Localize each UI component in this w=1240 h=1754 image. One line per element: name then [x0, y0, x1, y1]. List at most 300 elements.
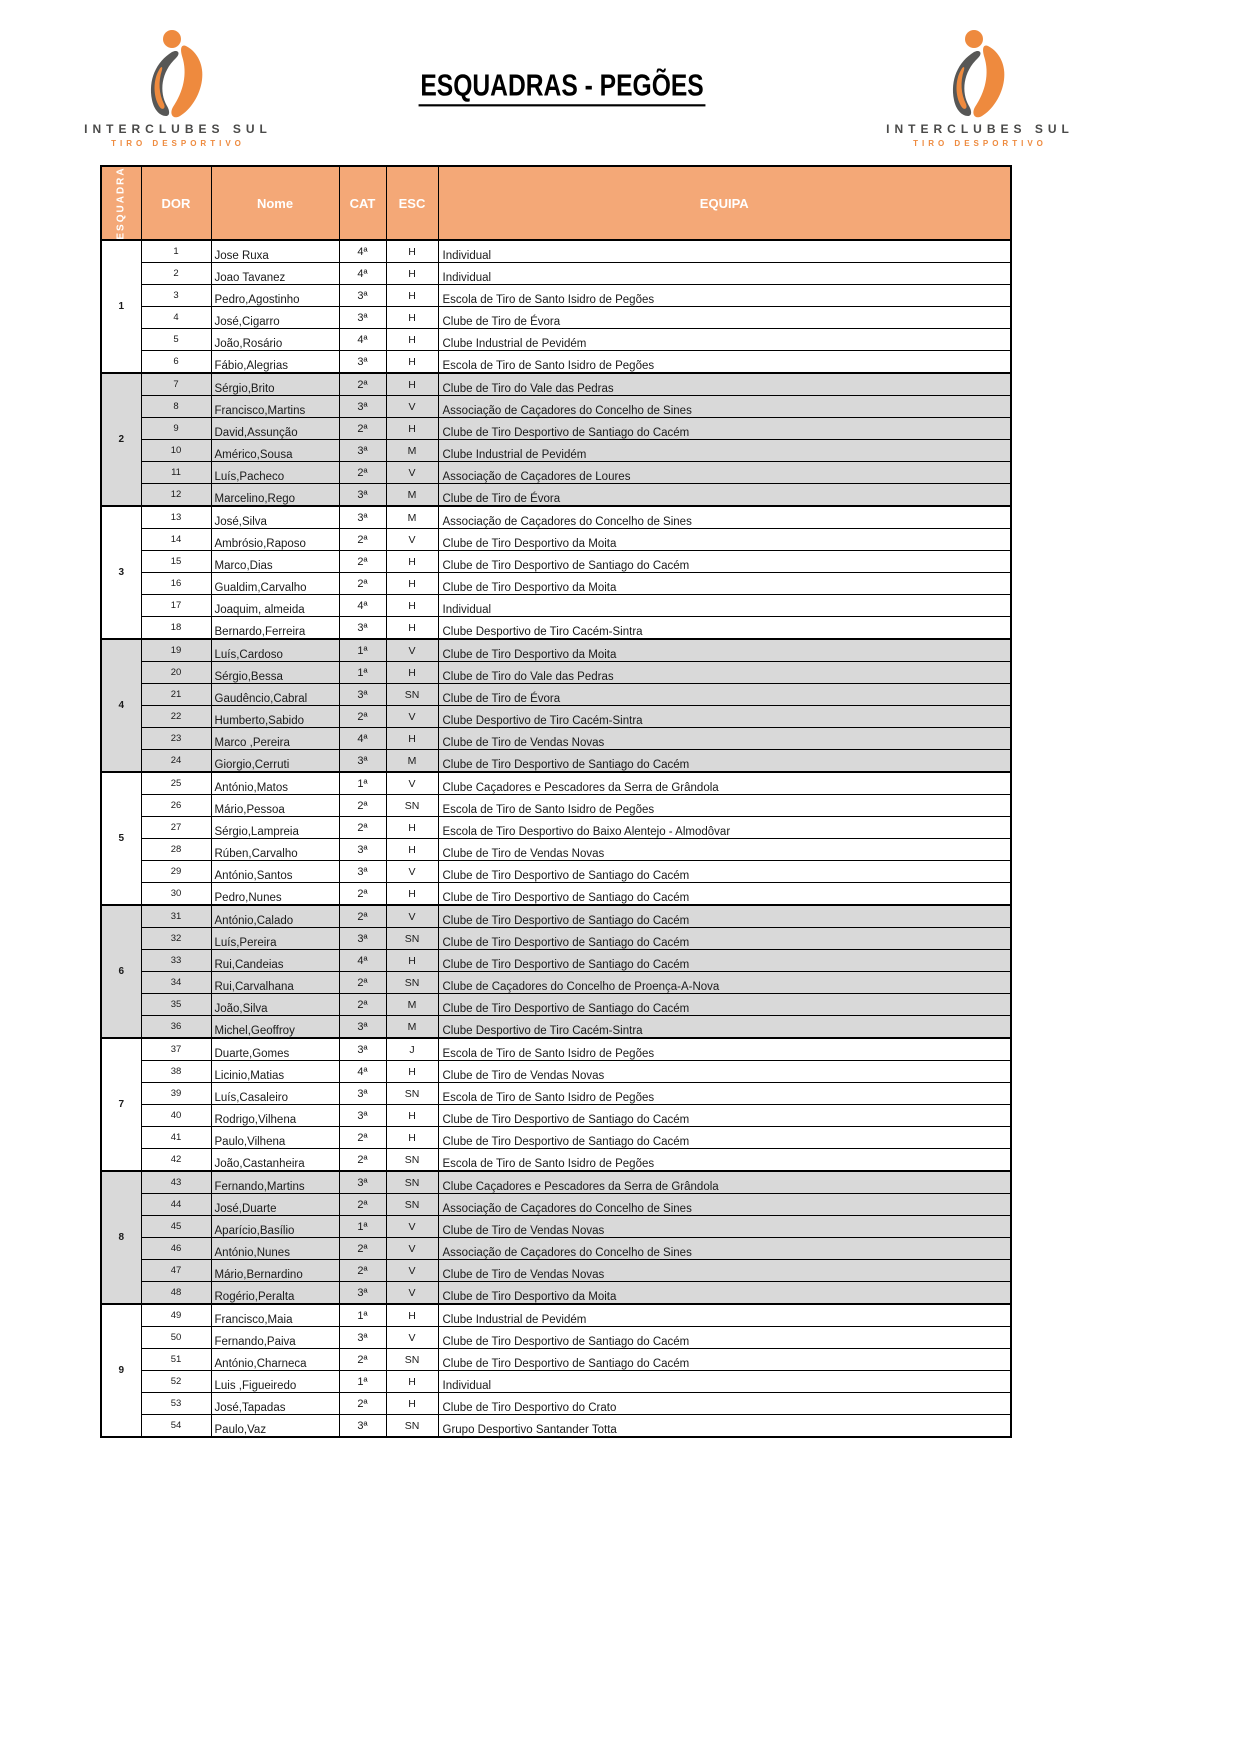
dor-cell: 37	[141, 1038, 211, 1061]
esc-cell: V	[386, 861, 438, 883]
dor-cell: 41	[141, 1127, 211, 1149]
nome-cell: Pedro,Nunes	[211, 883, 339, 906]
squad-number-cell: 5	[101, 772, 141, 905]
cat-cell: 2ª	[339, 1393, 386, 1415]
dor-cell: 21	[141, 684, 211, 706]
cat-cell: 4ª	[339, 595, 386, 617]
cat-cell: 4ª	[339, 950, 386, 972]
dor-cell: 47	[141, 1260, 211, 1282]
dor-cell: 4	[141, 307, 211, 329]
nome-cell: Bernardo,Ferreira	[211, 617, 339, 640]
esc-cell: SN	[386, 684, 438, 706]
cat-cell: 2ª	[339, 1260, 386, 1282]
equipa-cell: Clube Desportivo de Tiro Cacém-Sintra	[438, 706, 1011, 728]
table-row	[101, 285, 1011, 307]
table-row	[101, 396, 1011, 418]
dor-cell: 2	[141, 263, 211, 285]
table-row	[101, 1327, 1011, 1349]
squad-number-cell: 6	[101, 905, 141, 1038]
equipa-cell: Clube de Tiro de Vendas Novas	[438, 1216, 1011, 1238]
esc-cell: H	[386, 1304, 438, 1327]
esc-cell: V	[386, 706, 438, 728]
dor-cell: 53	[141, 1393, 211, 1415]
dor-cell: 50	[141, 1327, 211, 1349]
cat-cell: 2ª	[339, 529, 386, 551]
cat-cell: 2ª	[339, 817, 386, 839]
cat-cell: 2ª	[339, 972, 386, 994]
cat-cell: 2ª	[339, 373, 386, 396]
squad-number-cell: 9	[101, 1304, 141, 1437]
cat-cell: 2ª	[339, 418, 386, 440]
esc-cell: H	[386, 418, 438, 440]
dor-cell: 19	[141, 639, 211, 662]
equipa-cell: Individual	[438, 595, 1011, 617]
esc-cell: SN	[386, 1149, 438, 1172]
equipa-cell: Escola de Tiro de Santo Isidro de Pegões	[438, 1083, 1011, 1105]
nome-cell: Rui,Carvalhana	[211, 972, 339, 994]
equipa-cell: Clube de Tiro Desportivo de Santiago do Cacém	[438, 1349, 1011, 1371]
cat-cell: 3ª	[339, 617, 386, 640]
header-cat: CAT	[339, 166, 386, 240]
table-row	[101, 373, 1011, 396]
dor-cell: 36	[141, 1016, 211, 1039]
nome-cell: Américo,Sousa	[211, 440, 339, 462]
esc-cell: SN	[386, 928, 438, 950]
esc-cell: J	[386, 1038, 438, 1061]
dor-cell: 13	[141, 506, 211, 529]
esc-cell: H	[386, 1127, 438, 1149]
equipa-cell: Associação de Caçadores do Concelho de Sines	[438, 1194, 1011, 1216]
cat-cell: 2ª	[339, 573, 386, 595]
dor-cell: 32	[141, 928, 211, 950]
cat-cell: 4ª	[339, 240, 386, 263]
equipa-cell: Clube de Tiro Desportivo de Santiago do Cacém	[438, 418, 1011, 440]
equipa-cell: Clube de Tiro Desportivo de Santiago do Cacém	[438, 994, 1011, 1016]
equipa-cell: Escola de Tiro Desportivo do Baixo Alentejo - Almodôvar	[438, 817, 1011, 839]
cat-cell: 3ª	[339, 484, 386, 507]
table-row	[101, 418, 1011, 440]
esc-cell: H	[386, 839, 438, 861]
table-row	[101, 928, 1011, 950]
nome-cell: Mário,Pessoa	[211, 795, 339, 817]
nome-cell: Humberto,Sabido	[211, 706, 339, 728]
esc-cell: H	[386, 573, 438, 595]
nome-cell: António,Matos	[211, 772, 339, 795]
page-title: ESQUADRAS - PEGÕES	[419, 69, 706, 107]
nome-cell: Marcelino,Rego	[211, 484, 339, 507]
cat-cell: 1ª	[339, 1304, 386, 1327]
table-row	[101, 817, 1011, 839]
esc-cell: H	[386, 240, 438, 263]
cat-cell: 1ª	[339, 639, 386, 662]
esc-cell: H	[386, 883, 438, 906]
cat-cell: 3ª	[339, 1038, 386, 1061]
cat-cell: 3ª	[339, 1105, 386, 1127]
nome-cell: Francisco,Martins	[211, 396, 339, 418]
dor-cell: 26	[141, 795, 211, 817]
squad-table-body	[101, 240, 1011, 1437]
table-row	[101, 706, 1011, 728]
equipa-cell: Clube de Tiro Desportivo de Santiago do Cacém	[438, 861, 1011, 883]
dor-cell: 27	[141, 817, 211, 839]
dor-cell: 48	[141, 1282, 211, 1305]
equipa-cell: Clube de Tiro de Vendas Novas	[438, 1260, 1011, 1282]
nome-cell: Paulo,Vilhena	[211, 1127, 339, 1149]
cat-cell: 2ª	[339, 1238, 386, 1260]
dor-cell: 23	[141, 728, 211, 750]
nome-cell: Rui,Candeias	[211, 950, 339, 972]
cat-cell: 3ª	[339, 839, 386, 861]
esc-cell: V	[386, 1282, 438, 1305]
cat-cell: 3ª	[339, 1327, 386, 1349]
dor-cell: 40	[141, 1105, 211, 1127]
dor-cell: 22	[141, 706, 211, 728]
equipa-cell: Associação de Caçadores do Concelho de Sines	[438, 1238, 1011, 1260]
nome-cell: Sérgio,Lampreia	[211, 817, 339, 839]
dor-cell: 33	[141, 950, 211, 972]
cat-cell: 4ª	[339, 728, 386, 750]
equipa-cell: Clube Desportivo de Tiro Cacém-Sintra	[438, 1016, 1011, 1039]
nome-cell: Giorgio,Cerruti	[211, 750, 339, 773]
header-esc: ESC	[386, 166, 438, 240]
dor-cell: 11	[141, 462, 211, 484]
esc-cell: H	[386, 285, 438, 307]
nome-cell: Luis ,Figueiredo	[211, 1371, 339, 1393]
equipa-cell: Clube de Tiro do Vale das Pedras	[438, 662, 1011, 684]
title-row	[0, 70, 1124, 105]
nome-cell: Rodrigo,Vilhena	[211, 1105, 339, 1127]
nome-cell: Marco,Dias	[211, 551, 339, 573]
table-row	[101, 1304, 1011, 1327]
table-row	[101, 1038, 1011, 1061]
dor-cell: 6	[141, 351, 211, 374]
esc-cell: SN	[386, 972, 438, 994]
dor-cell: 44	[141, 1194, 211, 1216]
nome-cell: António,Santos	[211, 861, 339, 883]
dor-cell: 3	[141, 285, 211, 307]
table-row	[101, 529, 1011, 551]
cat-cell: 2ª	[339, 1149, 386, 1172]
dor-cell: 18	[141, 617, 211, 640]
dor-cell: 24	[141, 750, 211, 773]
squad-number-cell: 1	[101, 240, 141, 373]
dor-cell: 43	[141, 1171, 211, 1194]
equipa-cell: Clube de Tiro Desportivo de Santiago do Cacém	[438, 1105, 1011, 1127]
equipa-cell: Clube de Caçadores do Concelho de Proença-A-Nova	[438, 972, 1011, 994]
equipa-cell: Individual	[438, 1371, 1011, 1393]
esc-cell: H	[386, 373, 438, 396]
esc-cell: V	[386, 1238, 438, 1260]
equipa-cell: Clube Caçadores e Pescadores da Serra de Grândola	[438, 772, 1011, 795]
esc-cell: H	[386, 617, 438, 640]
nome-cell: Michel,Geoffroy	[211, 1016, 339, 1039]
header-esquadra-label: ESQUADRA	[115, 166, 127, 240]
esc-cell: M	[386, 506, 438, 529]
cat-cell: 2ª	[339, 551, 386, 573]
table-row	[101, 1171, 1011, 1194]
equipa-cell: Clube de Tiro Desportivo do Crato	[438, 1393, 1011, 1415]
dor-cell: 17	[141, 595, 211, 617]
squad-number-cell: 4	[101, 639, 141, 772]
dor-cell: 31	[141, 905, 211, 928]
equipa-cell: Clube de Tiro Desportivo de Santiago do Cacém	[438, 1327, 1011, 1349]
cat-cell: 3ª	[339, 1415, 386, 1438]
table-row	[101, 1238, 1011, 1260]
table-row	[101, 662, 1011, 684]
esc-cell: M	[386, 484, 438, 507]
nome-cell: Luís,Casaleiro	[211, 1083, 339, 1105]
nome-cell: Paulo,Vaz	[211, 1415, 339, 1438]
table-row	[101, 1216, 1011, 1238]
esc-cell: V	[386, 396, 438, 418]
dor-cell: 30	[141, 883, 211, 906]
dor-cell: 42	[141, 1149, 211, 1172]
equipa-cell: Escola de Tiro de Santo Isidro de Pegões	[438, 351, 1011, 374]
header-esquadra	[101, 166, 141, 240]
table-row	[101, 240, 1011, 263]
equipa-cell: Escola de Tiro de Santo Isidro de Pegões	[438, 285, 1011, 307]
dor-cell: 7	[141, 373, 211, 396]
nome-cell: José,Cigarro	[211, 307, 339, 329]
esc-cell: M	[386, 750, 438, 773]
dor-cell: 54	[141, 1415, 211, 1438]
table-row	[101, 440, 1011, 462]
nome-cell: Luís,Pacheco	[211, 462, 339, 484]
esc-cell: V	[386, 1327, 438, 1349]
nome-cell: Duarte,Gomes	[211, 1038, 339, 1061]
table-row	[101, 307, 1011, 329]
table-row	[101, 839, 1011, 861]
nome-cell: João,Rosário	[211, 329, 339, 351]
equipa-cell: Clube de Tiro Desportivo da Moita	[438, 529, 1011, 551]
cat-cell: 1ª	[339, 1216, 386, 1238]
nome-cell: Fábio,Alegrias	[211, 351, 339, 374]
header-dor: DOR	[141, 166, 211, 240]
equipa-cell: Associação de Caçadores do Concelho de Sines	[438, 396, 1011, 418]
esc-cell: V	[386, 905, 438, 928]
logo-name: INTERCLUBES SUL	[886, 122, 1074, 136]
squad-number-cell: 7	[101, 1038, 141, 1171]
table-row	[101, 861, 1011, 883]
equipa-cell: Clube de Tiro Desportivo de Santiago do Cacém	[438, 928, 1011, 950]
squad-number-cell: 2	[101, 373, 141, 506]
dor-cell: 9	[141, 418, 211, 440]
equipa-cell: Individual	[438, 263, 1011, 285]
esc-cell: M	[386, 994, 438, 1016]
cat-cell: 2ª	[339, 1349, 386, 1371]
esc-cell: V	[386, 1216, 438, 1238]
table-row	[101, 1149, 1011, 1172]
table-row	[101, 1016, 1011, 1039]
cat-cell: 2ª	[339, 706, 386, 728]
table-row	[101, 795, 1011, 817]
table-row	[101, 484, 1011, 507]
nome-cell: Luís,Pereira	[211, 928, 339, 950]
table-row	[101, 883, 1011, 906]
table-row	[101, 263, 1011, 285]
nome-cell: Gualdim,Carvalho	[211, 573, 339, 595]
esc-cell: SN	[386, 1349, 438, 1371]
dor-cell: 46	[141, 1238, 211, 1260]
esc-cell: H	[386, 1061, 438, 1083]
table-row	[101, 462, 1011, 484]
esc-cell: SN	[386, 795, 438, 817]
dor-cell: 1	[141, 240, 211, 263]
cat-cell: 3ª	[339, 285, 386, 307]
table-row	[101, 684, 1011, 706]
equipa-cell: Clube de Tiro Desportivo da Moita	[438, 573, 1011, 595]
nome-cell: Jose Ruxa	[211, 240, 339, 263]
nome-cell: António,Calado	[211, 905, 339, 928]
esc-cell: H	[386, 1393, 438, 1415]
cat-cell: 3ª	[339, 861, 386, 883]
equipa-cell: Clube de Tiro de Évora	[438, 307, 1011, 329]
table-row	[101, 905, 1011, 928]
table-row	[101, 351, 1011, 374]
esc-cell: V	[386, 639, 438, 662]
logo-subtitle: TIRO DESPORTIVO	[111, 139, 245, 148]
equipa-cell: Grupo Desportivo Santander Totta	[438, 1415, 1011, 1438]
cat-cell: 4ª	[339, 1061, 386, 1083]
table-row	[101, 1415, 1011, 1438]
table-row	[101, 1105, 1011, 1127]
nome-cell: Fernando,Martins	[211, 1171, 339, 1194]
dor-cell: 28	[141, 839, 211, 861]
esc-cell: V	[386, 772, 438, 795]
header-nome: Nome	[211, 166, 339, 240]
nome-cell: João,Castanheira	[211, 1149, 339, 1172]
cat-cell: 3ª	[339, 1282, 386, 1305]
dor-cell: 39	[141, 1083, 211, 1105]
cat-cell: 3ª	[339, 506, 386, 529]
squad-number-cell: 3	[101, 506, 141, 639]
table-row	[101, 1349, 1011, 1371]
equipa-cell: Clube de Tiro de Vendas Novas	[438, 728, 1011, 750]
nome-cell: Rogério,Peralta	[211, 1282, 339, 1305]
esc-cell: H	[386, 728, 438, 750]
nome-cell: Gaudêncio,Cabral	[211, 684, 339, 706]
esc-cell: SN	[386, 1194, 438, 1216]
esc-cell: SN	[386, 1415, 438, 1438]
cat-cell: 2ª	[339, 795, 386, 817]
equipa-cell: Clube Industrial de Pevidém	[438, 329, 1011, 351]
equipa-cell: Clube de Tiro Desportivo da Moita	[438, 1282, 1011, 1305]
esc-cell: SN	[386, 1171, 438, 1194]
equipa-cell: Clube de Tiro de Évora	[438, 484, 1011, 507]
equipa-cell: Escola de Tiro de Santo Isidro de Pegões	[438, 795, 1011, 817]
cat-cell: 3ª	[339, 1016, 386, 1039]
equipa-cell: Escola de Tiro de Santo Isidro de Pegões	[438, 1038, 1011, 1061]
header-equipa: EQUIPA	[438, 166, 1011, 240]
dor-cell: 51	[141, 1349, 211, 1371]
dor-cell: 12	[141, 484, 211, 507]
dor-cell: 25	[141, 772, 211, 795]
table-row	[101, 1371, 1011, 1393]
nome-cell: Aparício,Basílio	[211, 1216, 339, 1238]
table-row	[101, 1194, 1011, 1216]
logo-subtitle: TIRO DESPORTIVO	[913, 139, 1047, 148]
nome-cell: Joaquim, almeida	[211, 595, 339, 617]
table-row	[101, 1260, 1011, 1282]
table-row	[101, 1083, 1011, 1105]
table-header-row	[101, 166, 1011, 240]
esc-cell: H	[386, 950, 438, 972]
equipa-cell: Clube de Tiro de Évora	[438, 684, 1011, 706]
cat-cell: 2ª	[339, 883, 386, 906]
esc-cell: H	[386, 595, 438, 617]
equipa-cell: Clube de Tiro Desportivo da Moita	[438, 639, 1011, 662]
nome-cell: Fernando,Paiva	[211, 1327, 339, 1349]
cat-cell: 2ª	[339, 1194, 386, 1216]
table-row	[101, 1393, 1011, 1415]
table-row	[101, 595, 1011, 617]
nome-cell: Joao Tavanez	[211, 263, 339, 285]
nome-cell: António,Nunes	[211, 1238, 339, 1260]
dor-cell: 8	[141, 396, 211, 418]
cat-cell: 3ª	[339, 396, 386, 418]
cat-cell: 3ª	[339, 684, 386, 706]
cat-cell: 2ª	[339, 462, 386, 484]
esc-cell: V	[386, 1260, 438, 1282]
esc-cell: H	[386, 817, 438, 839]
esc-cell: M	[386, 440, 438, 462]
cat-cell: 2ª	[339, 905, 386, 928]
equipa-cell: Clube de Tiro do Vale das Pedras	[438, 373, 1011, 396]
cat-cell: 2ª	[339, 994, 386, 1016]
nome-cell: José,Tapadas	[211, 1393, 339, 1415]
equipa-cell: Clube de Tiro de Vendas Novas	[438, 1061, 1011, 1083]
equipa-cell: Clube Caçadores e Pescadores da Serra de Grândola	[438, 1171, 1011, 1194]
nome-cell: Licinio,Matias	[211, 1061, 339, 1083]
equipa-cell: Associação de Caçadores de Loures	[438, 462, 1011, 484]
cat-cell: 3ª	[339, 307, 386, 329]
equipa-cell: Clube de Tiro Desportivo de Santiago do Cacém	[438, 750, 1011, 773]
equipa-cell: Associação de Caçadores do Concelho de Sines	[438, 506, 1011, 529]
table-row	[101, 772, 1011, 795]
esc-cell: H	[386, 329, 438, 351]
nome-cell: Francisco,Maia	[211, 1304, 339, 1327]
dor-cell: 38	[141, 1061, 211, 1083]
esc-cell: H	[386, 351, 438, 374]
table-row	[101, 617, 1011, 640]
table-row	[101, 750, 1011, 773]
table-row	[101, 1061, 1011, 1083]
dor-cell: 49	[141, 1304, 211, 1327]
logo-name: INTERCLUBES SUL	[84, 122, 272, 136]
equipa-cell: Clube Desportivo de Tiro Cacém-Sintra	[438, 617, 1011, 640]
dor-cell: 15	[141, 551, 211, 573]
table-row	[101, 972, 1011, 994]
table-row	[101, 506, 1011, 529]
squads-table	[100, 165, 1012, 1438]
table-row	[101, 1282, 1011, 1305]
esc-cell: H	[386, 551, 438, 573]
dor-cell: 34	[141, 972, 211, 994]
table-row	[101, 329, 1011, 351]
table-row	[101, 573, 1011, 595]
nome-cell: José,Silva	[211, 506, 339, 529]
esc-cell: V	[386, 462, 438, 484]
cat-cell: 4ª	[339, 263, 386, 285]
cat-cell: 2ª	[339, 1127, 386, 1149]
cat-cell: 3ª	[339, 928, 386, 950]
equipa-cell: Clube de Tiro Desportivo de Santiago do Cacém	[438, 1127, 1011, 1149]
nome-cell: Pedro,Agostinho	[211, 285, 339, 307]
esc-cell: H	[386, 307, 438, 329]
nome-cell: Ambrósio,Raposo	[211, 529, 339, 551]
nome-cell: David,Assunção	[211, 418, 339, 440]
nome-cell: José,Duarte	[211, 1194, 339, 1216]
